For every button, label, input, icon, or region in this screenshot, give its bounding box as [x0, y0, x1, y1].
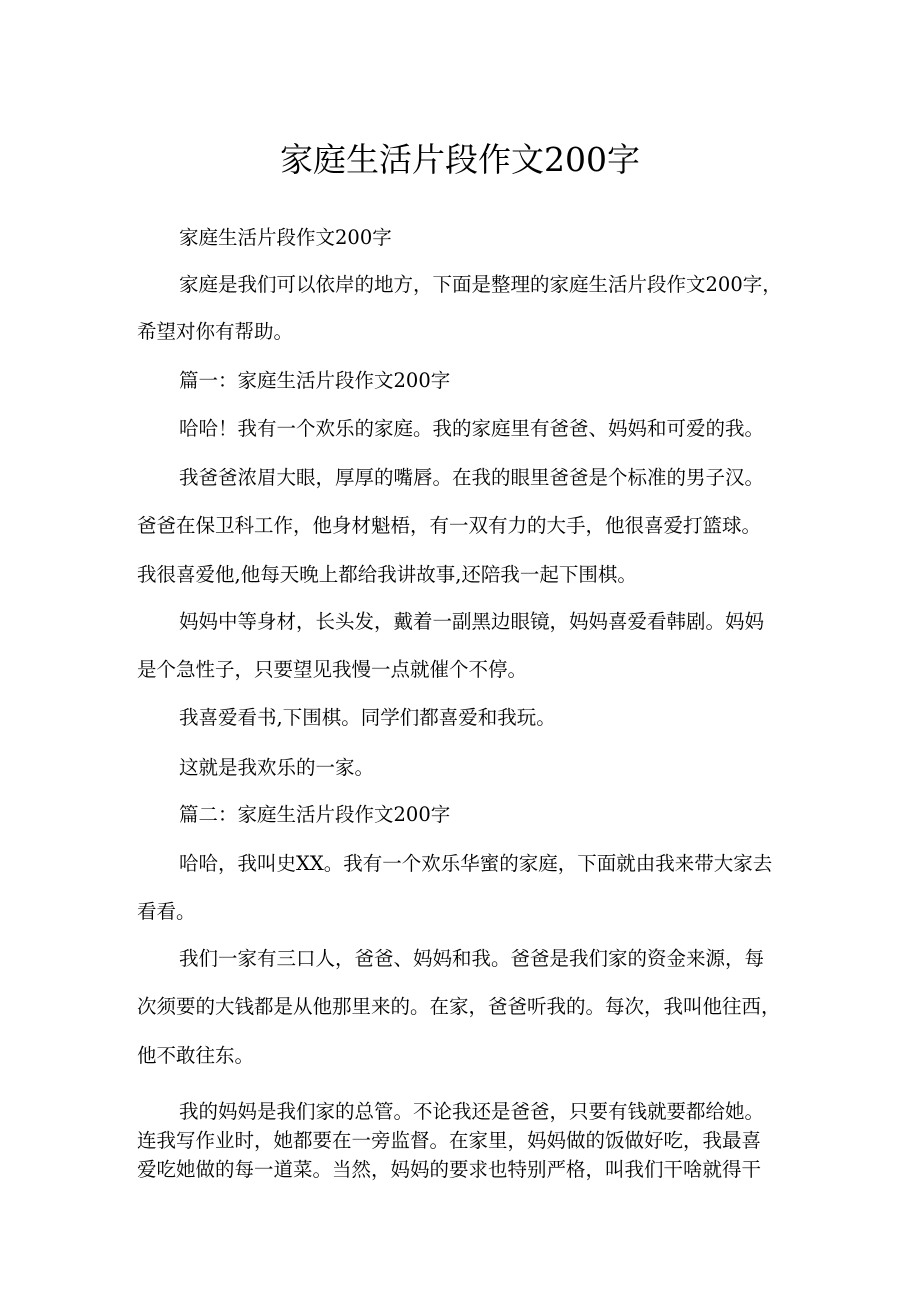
part1-line-8: 这就是我欢乐的一家。	[179, 756, 375, 779]
part2-dense-paragraph	[137, 1097, 793, 1184]
part2-line-2: 看看。	[137, 900, 196, 923]
part1-line-5: 妈妈中等身材，长头发，戴着一副黑边眼镜，妈妈喜爱看韩剧。妈妈	[179, 610, 765, 633]
part2-line-3: 我们一家有三口人，爸爸、妈妈和我。爸爸是我们家的资金来源，每	[179, 947, 765, 970]
part1-line-1: 哈哈！我有一个欢乐的家庭。我的家庭里有爸爸、妈妈和可爱的我。	[179, 417, 765, 440]
part2-line-4: 次须要的大钱都是从他那里来的。在家，爸爸听我的。每次，我叫他往西，	[137, 995, 781, 1018]
part2-heading: 篇二：家庭生活片段作文200字	[179, 803, 451, 826]
document-subtitle: 家庭生活片段作文200字	[179, 226, 392, 249]
part2-line-8: 爱吃她做的每一道菜。当然，妈妈的要求也特别严格，叫我们干啥就得干	[137, 1158, 762, 1181]
part2-line-1: 哈哈，我叫史XX。我有一个欢乐华蜜的家庭，下面就由我来带大家去	[179, 852, 773, 875]
intro-line-2: 希望对你有帮助。	[137, 320, 294, 343]
part1-line-2: 我爸爸浓眉大眼，厚厚的嘴唇。在我的眼里爸爸是个标准的男子汉。	[179, 466, 765, 489]
intro-line-1: 家庭是我们可以依岸的地方，下面是整理的家庭生活片段作文200字，	[179, 273, 782, 296]
part2-line-5: 他不敢往东。	[137, 1044, 255, 1067]
part1-line-7: 我喜爱看书,下围棋。同学们都喜爱和我玩。	[179, 706, 556, 729]
part2-line-6: 我的妈妈是我们家的总管。不论我还是爸爸，只要有钱就要都给她。	[179, 1100, 765, 1123]
document-title: 家庭生活片段作文200字	[280, 140, 640, 179]
part1-heading: 篇一：家庭生活片段作文200字	[179, 369, 451, 392]
part1-line-6: 是个急性子，只要望见我慢一点就催个不停。	[137, 658, 528, 681]
part1-line-4: 我很喜爱他,他每天晚上都给我讲故事,还陪我一起下围棋。	[137, 563, 637, 586]
part2-line-7: 连我写作业时，她都要在一旁监督。在家里，妈妈做的饭做好吃，我最喜	[137, 1129, 762, 1152]
part1-line-3: 爸爸在保卫科工作，他身材魁梧，有一双有力的大手，他很喜爱打篮球。	[137, 514, 762, 537]
